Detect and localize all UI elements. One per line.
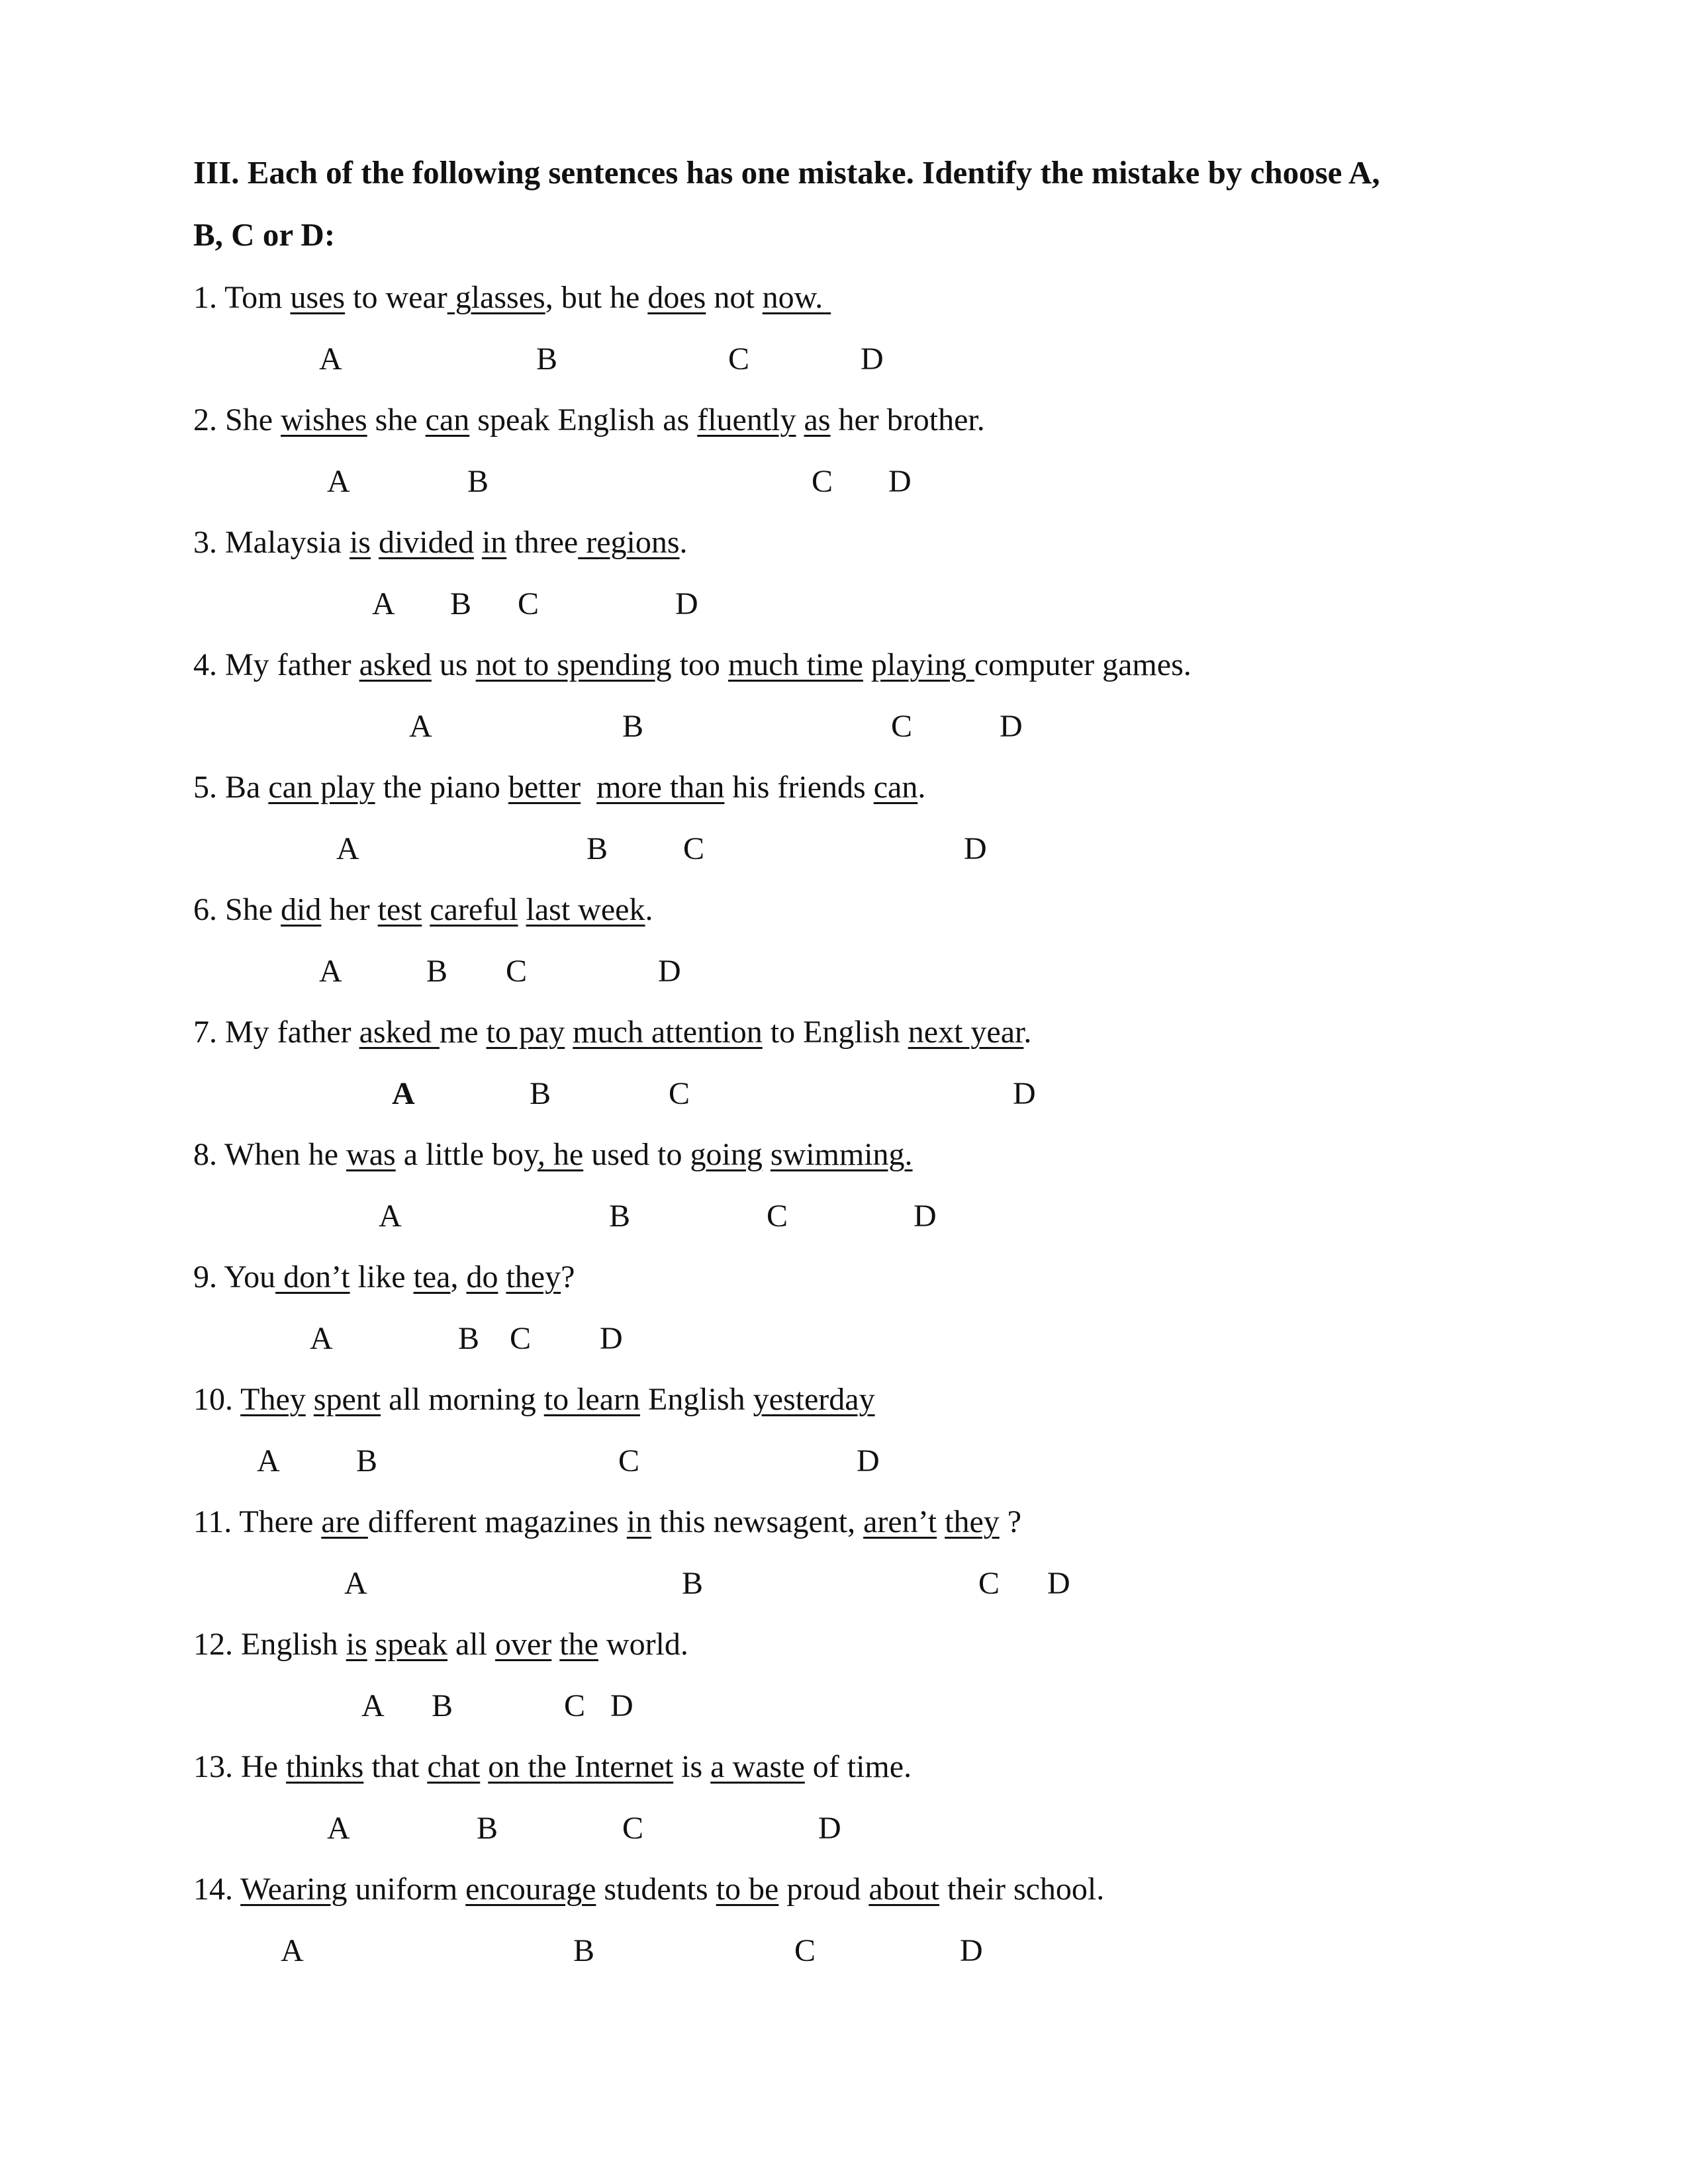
- sentence-text: [371, 525, 379, 560]
- option-letter-c: C: [564, 1688, 586, 1723]
- option-letter-a: A: [319, 954, 342, 989]
- option-letter-d: D: [857, 1443, 880, 1479]
- sentence-text: .: [645, 892, 653, 927]
- sentence-text: like: [350, 1259, 414, 1295]
- question-12: [0, 1625, 1688, 1751]
- option-letter-c: C: [510, 1321, 532, 1356]
- question-14: [0, 1870, 1688, 1995]
- underlined-option: wishes: [281, 402, 367, 437]
- option-letter-d: D: [1000, 709, 1023, 744]
- option-letter-b: B: [609, 1199, 631, 1234]
- sentence-text: 10.: [193, 1382, 241, 1417]
- sentence-text: all morning: [381, 1382, 544, 1417]
- sentence-text: [581, 770, 596, 805]
- underlined-option: do: [466, 1259, 498, 1295]
- sentence-text: [796, 402, 804, 437]
- sentence-text: proud: [778, 1872, 869, 1907]
- option-letter-b: B: [586, 831, 608, 866]
- option-letter-b: B: [458, 1321, 480, 1356]
- underlined-option: aren’t: [863, 1504, 937, 1539]
- underlined-option: now.: [762, 280, 831, 315]
- underlined-option: last week: [526, 892, 645, 927]
- sentence-text: 12. English: [193, 1627, 346, 1662]
- underlined-option: going: [690, 1137, 763, 1172]
- option-letter-a: A: [379, 1199, 402, 1234]
- option-letter-a: A: [281, 1933, 304, 1968]
- underlined-option: encourage: [465, 1872, 596, 1907]
- option-letter-b: B: [450, 586, 472, 621]
- option-letter-a: A: [336, 831, 359, 866]
- sentence-text: computer games.: [974, 647, 1192, 682]
- instructions-heading-line-2: B, C or D:: [193, 216, 336, 253]
- underlined-option: the: [559, 1627, 598, 1662]
- option-letter-d: D: [675, 586, 698, 621]
- option-letter-d: D: [818, 1811, 841, 1846]
- underlined-option: to be: [716, 1872, 779, 1907]
- sentence-text: [937, 1504, 945, 1539]
- question-2: [0, 400, 1688, 526]
- instructions-heading-line-1: III. Each of the following sentences has one mistake. Identify the mistake by choose A,: [193, 154, 1380, 191]
- underlined-option: thinks: [285, 1749, 364, 1784]
- question-sentence: [193, 1747, 912, 1787]
- sentence-text: his friends: [724, 770, 874, 805]
- sentence-text: not: [706, 280, 763, 315]
- option-letter-b: B: [573, 1933, 595, 1968]
- sentence-text: ?: [999, 1504, 1022, 1539]
- underlined-option: much attention: [573, 1015, 763, 1050]
- sentence-text: [565, 1015, 573, 1050]
- option-letter-c: C: [978, 1566, 1000, 1601]
- option-letter-c: C: [618, 1443, 640, 1479]
- underlined-option: they: [945, 1504, 1000, 1539]
- underlined-option: test: [377, 892, 422, 927]
- option-letter-d: D: [1047, 1566, 1070, 1601]
- sentence-text: 8. When he: [193, 1137, 347, 1172]
- sentence-text: .: [1023, 1015, 1032, 1050]
- underlined-option: about: [868, 1872, 939, 1907]
- underlined-option: on the Internet: [488, 1749, 674, 1784]
- option-letter-c: C: [794, 1933, 816, 1968]
- question-sentence: [193, 645, 1192, 685]
- sentence-text: three: [506, 525, 579, 560]
- option-letter-a: A: [327, 464, 350, 499]
- sentence-text: 1. Tom: [193, 280, 291, 315]
- underlined-option: is: [346, 1627, 367, 1662]
- sentence-text: , but he: [545, 280, 648, 315]
- sentence-text: [480, 1749, 488, 1784]
- sentence-text: [306, 1382, 314, 1417]
- sentence-text: that: [363, 1749, 428, 1784]
- sentence-text: speak English as: [469, 402, 698, 437]
- option-letter-b: B: [477, 1811, 498, 1846]
- question-11: [0, 1502, 1688, 1628]
- underlined-option: yesterday: [753, 1382, 875, 1417]
- option-letter-d: D: [914, 1199, 937, 1234]
- sentence-text: 6. She: [193, 892, 281, 927]
- option-letter-b: B: [536, 341, 558, 377]
- option-letter-c: C: [812, 464, 833, 499]
- question-sentence: [193, 1257, 575, 1297]
- sentence-text: to English: [762, 1015, 908, 1050]
- underlined-option: next year: [908, 1015, 1024, 1050]
- underlined-option: They: [240, 1382, 306, 1417]
- option-letter-c: C: [891, 709, 913, 744]
- underlined-option: asked: [359, 647, 432, 682]
- option-letter-b: B: [530, 1076, 551, 1111]
- underlined-option: as: [804, 402, 831, 437]
- question-10: [0, 1380, 1688, 1506]
- underlined-option: uses: [290, 280, 346, 315]
- sentence-text: [422, 892, 430, 927]
- option-letter-c: C: [683, 831, 705, 866]
- option-letter-a: A: [344, 1566, 367, 1601]
- question-13: [0, 1747, 1688, 1873]
- option-letter-c: C: [622, 1811, 644, 1846]
- option-letter-c: C: [518, 586, 539, 621]
- underlined-option: they: [506, 1259, 561, 1295]
- underlined-option: to learn: [543, 1382, 640, 1417]
- underlined-option: asked: [359, 1015, 440, 1050]
- sentence-text: .: [917, 770, 926, 805]
- option-letter-d: D: [600, 1321, 623, 1356]
- sentence-text: all: [447, 1627, 495, 1662]
- sentence-text: too: [671, 647, 728, 682]
- option-letter-a: A: [327, 1811, 350, 1846]
- question-1: [0, 278, 1688, 404]
- option-letter-b: B: [432, 1688, 453, 1723]
- sentence-text: 7. My father: [193, 1015, 359, 1050]
- sentence-text: their school.: [939, 1872, 1105, 1907]
- option-letter-b: B: [426, 954, 448, 989]
- question-5: [0, 768, 1688, 893]
- sentence-text: 5. Ba: [193, 770, 269, 805]
- sentence-text: she: [367, 402, 426, 437]
- underlined-option: glasses: [447, 280, 545, 315]
- option-letter-b: B: [622, 709, 644, 744]
- underlined-option: playing: [870, 647, 974, 682]
- option-letter-a: A: [409, 709, 432, 744]
- sentence-text: [518, 892, 526, 927]
- question-3: [0, 523, 1688, 649]
- option-letter-c: C: [728, 341, 750, 377]
- underlined-option: divided: [378, 525, 474, 560]
- sentence-text: [863, 647, 871, 682]
- option-letter-c: C: [767, 1199, 788, 1234]
- sentence-text: her: [321, 892, 378, 927]
- question-sentence: [193, 278, 831, 318]
- sentence-text: ?: [561, 1259, 575, 1295]
- sentence-text: English: [640, 1382, 753, 1417]
- underlined-option: to pay: [486, 1015, 565, 1050]
- sentence-text: [763, 1137, 771, 1172]
- underlined-option: careful: [430, 892, 518, 927]
- sentence-text: [498, 1259, 506, 1295]
- underlined-option: over: [494, 1627, 552, 1662]
- sentence-text: used to: [583, 1137, 690, 1172]
- sentence-text: [551, 1627, 559, 1662]
- option-letter-d: D: [610, 1688, 633, 1723]
- sentence-text: world.: [598, 1627, 688, 1662]
- sentence-text: me: [439, 1015, 487, 1050]
- option-letter-a: A: [310, 1321, 333, 1356]
- option-letter-d: D: [1013, 1076, 1036, 1111]
- sentence-text: 9. You: [193, 1259, 276, 1295]
- underlined-option: tea: [413, 1259, 451, 1295]
- underlined-option: can: [873, 770, 918, 805]
- underlined-option: spent: [313, 1382, 381, 1417]
- sentence-text: .: [679, 525, 688, 560]
- underlined-option: fluently: [697, 402, 796, 437]
- question-sentence: [193, 1380, 875, 1420]
- sentence-text: 14.: [193, 1872, 241, 1907]
- option-letter-c: C: [506, 954, 528, 989]
- sentence-text: to wear: [345, 280, 447, 315]
- sentence-text: 4. My father: [193, 647, 359, 682]
- question-sentence: [193, 1625, 688, 1664]
- underlined-option: can play: [268, 770, 375, 805]
- sentence-text: a little boy: [395, 1137, 538, 1172]
- underlined-option: did: [281, 892, 322, 927]
- question-sentence: [193, 1870, 1104, 1909]
- underlined-option: , he: [537, 1137, 584, 1172]
- option-letter-a: A: [361, 1688, 385, 1723]
- option-letter-b: B: [356, 1443, 378, 1479]
- question-sentence: [193, 1502, 1021, 1542]
- underlined-option: are: [321, 1504, 368, 1539]
- underlined-option: better: [508, 770, 581, 805]
- question-9: [0, 1257, 1688, 1383]
- underlined-option: Wearing: [240, 1872, 348, 1907]
- question-sentence: [193, 890, 653, 930]
- sentence-text: the piano: [375, 770, 508, 805]
- sentence-text: is: [673, 1749, 711, 1784]
- underlined-option: in: [481, 525, 507, 560]
- option-letter-d: D: [888, 464, 912, 499]
- sentence-text: students: [596, 1872, 716, 1907]
- sentence-text: 3. Malaysia: [193, 525, 350, 560]
- sentence-text: this newsagent,: [651, 1504, 864, 1539]
- underlined-option: was: [346, 1137, 396, 1172]
- option-letter-a: A: [372, 586, 395, 621]
- underlined-option: chat: [427, 1749, 481, 1784]
- sentence-text: [474, 525, 482, 560]
- option-letter-a: A: [392, 1076, 415, 1111]
- option-letter-d: D: [964, 831, 987, 866]
- question-sentence: [193, 400, 985, 440]
- option-letter-d: D: [861, 341, 884, 377]
- option-letter-a: A: [257, 1443, 280, 1479]
- sentence-text: 11. There: [193, 1504, 322, 1539]
- sentence-text: 13. He: [193, 1749, 286, 1784]
- option-letter-a: A: [319, 341, 342, 377]
- underlined-option: does: [647, 280, 706, 315]
- underlined-option: swimming.: [770, 1137, 913, 1172]
- sentence-text: different magazines: [367, 1504, 627, 1539]
- underlined-option: is: [349, 525, 371, 560]
- sentence-text: of time.: [804, 1749, 912, 1784]
- underlined-option: more than: [596, 770, 725, 805]
- sentence-text: 2. She: [193, 402, 281, 437]
- underlined-option: regions: [578, 525, 680, 560]
- question-sentence: [193, 768, 925, 807]
- option-letter-b: B: [467, 464, 489, 499]
- option-letter-d: D: [960, 1933, 983, 1968]
- option-letter-c: C: [669, 1076, 690, 1111]
- question-4: [0, 645, 1688, 771]
- underlined-option: speak: [375, 1627, 447, 1662]
- underlined-option: in: [626, 1504, 652, 1539]
- question-6: [0, 890, 1688, 1016]
- question-sentence: [193, 1013, 1031, 1052]
- underlined-option: not to spending: [475, 647, 672, 682]
- underlined-option: don’t: [275, 1259, 350, 1295]
- question-8: [0, 1135, 1688, 1261]
- underlined-option: a waste: [710, 1749, 805, 1784]
- underlined-option: much time: [727, 647, 863, 682]
- sentence-text: us: [431, 647, 476, 682]
- underlined-option: can: [425, 402, 470, 437]
- sentence-text: her brother.: [830, 402, 985, 437]
- question-sentence: [193, 523, 688, 563]
- question-sentence: [193, 1135, 913, 1175]
- sentence-text: [367, 1627, 375, 1662]
- option-letter-d: D: [658, 954, 681, 989]
- sentence-text: ,: [450, 1259, 467, 1295]
- sentence-text: uniform: [347, 1872, 466, 1907]
- question-7: [0, 1013, 1688, 1138]
- option-letter-b: B: [682, 1566, 704, 1601]
